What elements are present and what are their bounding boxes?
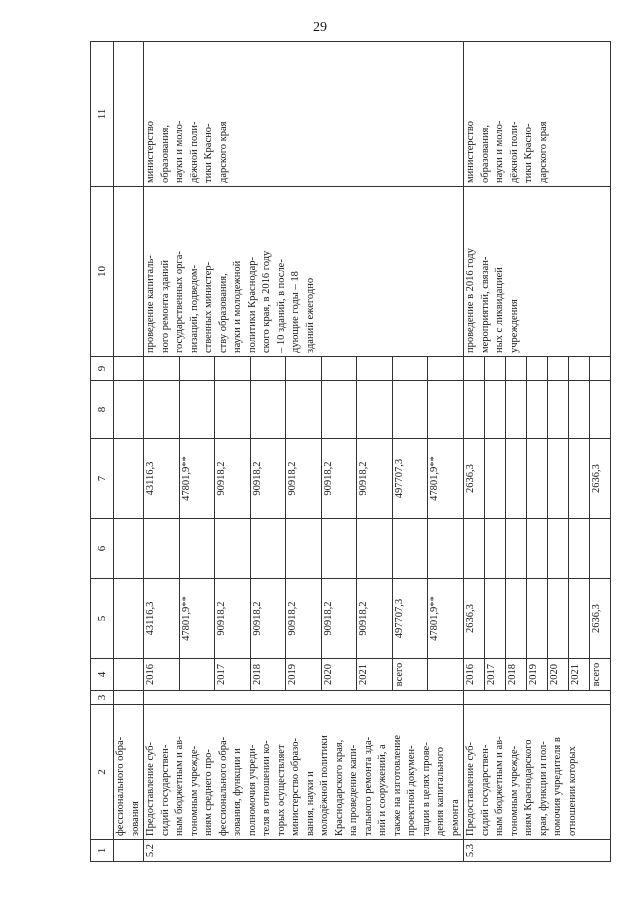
regional-funding-cell: 47801,9** bbox=[428, 439, 464, 519]
regional-funding-cell: 90918,2 bbox=[215, 439, 251, 519]
year-cell: 2021 bbox=[569, 659, 590, 691]
empty-cell bbox=[506, 357, 527, 381]
total-funding-cell: 2636,3 bbox=[464, 579, 485, 659]
empty-cell bbox=[392, 381, 428, 439]
empty-cell bbox=[464, 519, 485, 579]
regional-funding-cell bbox=[569, 439, 590, 519]
header-cell: 2 bbox=[91, 705, 114, 840]
regional-funding-cell: 47801,9** bbox=[179, 439, 215, 519]
year-cell: всего bbox=[590, 659, 611, 691]
empty-cell bbox=[357, 357, 393, 381]
executor: министерство образования, науки и моло- дёжной поли- тики Красно- дарского края bbox=[144, 42, 464, 187]
empty-cell bbox=[392, 519, 428, 579]
header-cell: 11 bbox=[91, 42, 114, 187]
header-cell: 6 bbox=[91, 519, 114, 579]
year-cell: 2017 bbox=[215, 659, 251, 691]
year-cell: 2016 bbox=[464, 659, 485, 691]
rotated-table-sheet bbox=[90, 42, 614, 862]
row-description: Предоставление суб- сидий государствен- ным бюджетным и ав- тономным учрежде- ниям среднего про- фессионального обра- зования, функции и полномочия учреди- теля в отношении ко- торых осуществляет министерство образо- вания, науки и молодёжной политики Краснодарского края, на проведение капи- тального ремонта зда- ний и сооружений, а также на изготовление проектной докумен- тации в целях прове- дения капитального ремонта bbox=[144, 705, 464, 840]
total-funding-cell: 47801,9** bbox=[428, 579, 464, 659]
empty-cell bbox=[569, 357, 590, 381]
regional-funding-cell: 90918,2 bbox=[286, 439, 322, 519]
empty-cell bbox=[428, 519, 464, 579]
empty-cell bbox=[527, 357, 548, 381]
table-row bbox=[144, 42, 180, 862]
page-number: 29 bbox=[313, 20, 327, 35]
program-table bbox=[90, 41, 611, 862]
header-row bbox=[91, 42, 114, 862]
empty-cell bbox=[144, 381, 180, 439]
empty-cell bbox=[464, 691, 611, 705]
header-cell: 7 bbox=[91, 439, 114, 519]
total-funding-cell bbox=[569, 579, 590, 659]
empty-cell bbox=[428, 381, 464, 439]
empty-cell bbox=[548, 381, 569, 439]
regional-funding-cell: 2636,3 bbox=[464, 439, 485, 519]
regional-funding-cell: 90918,2 bbox=[250, 439, 286, 519]
empty-cell bbox=[144, 519, 180, 579]
year-cell: всего bbox=[392, 659, 428, 691]
total-funding-cell bbox=[485, 579, 506, 659]
expected-result: проведение капиталь- ного ремонта зданий государственных орга- низаций, подведом- ственных министер- ству образования, науки и молодежной политики Краснодар- ского края, в 2016 году – 10 зданий, в после- дующие годы – 18 зданий ежегодно bbox=[144, 187, 464, 357]
regional-funding-cell: 90918,2 bbox=[357, 439, 393, 519]
empty-cell bbox=[215, 381, 251, 439]
continuation-text: фессионального обра- зования bbox=[114, 705, 144, 840]
total-funding-cell bbox=[527, 579, 548, 659]
empty-cell bbox=[464, 357, 485, 381]
header-cell: 9 bbox=[91, 357, 114, 381]
empty-cell bbox=[590, 357, 611, 381]
year-cell: 2017 bbox=[485, 659, 506, 691]
regional-funding-cell: 2636,3 bbox=[590, 439, 611, 519]
regional-funding-cell bbox=[527, 439, 548, 519]
regional-funding-cell: 43116,3 bbox=[144, 439, 180, 519]
empty-cell bbox=[250, 357, 286, 381]
empty-cell bbox=[321, 519, 357, 579]
header-cell: 10 bbox=[91, 187, 114, 357]
regional-funding-cell bbox=[485, 439, 506, 519]
empty-cell bbox=[548, 519, 569, 579]
total-funding-cell: 90918,2 bbox=[215, 579, 251, 659]
year-cell: 2021 bbox=[357, 659, 393, 691]
regional-funding-cell bbox=[548, 439, 569, 519]
year-cell: 2016 bbox=[144, 659, 180, 691]
empty-cell bbox=[286, 357, 322, 381]
year-cell: 2020 bbox=[321, 659, 357, 691]
empty-cell bbox=[485, 519, 506, 579]
total-funding-cell: 90918,2 bbox=[250, 579, 286, 659]
empty-cell bbox=[527, 381, 548, 439]
header-cell: 3 bbox=[91, 691, 114, 705]
regional-funding-cell: 90918,2 bbox=[321, 439, 357, 519]
empty-cell bbox=[286, 519, 322, 579]
empty-cell bbox=[569, 519, 590, 579]
year-cell bbox=[179, 659, 215, 691]
empty-cell bbox=[548, 357, 569, 381]
empty-cell bbox=[428, 357, 464, 381]
row-number: 5.3 bbox=[464, 840, 611, 862]
regional-funding-cell: 497707,3 bbox=[392, 439, 428, 519]
empty-cell bbox=[215, 357, 251, 381]
year-cell: 2019 bbox=[527, 659, 548, 691]
empty-cell bbox=[357, 519, 393, 579]
regional-funding-cell bbox=[506, 439, 527, 519]
empty-cell bbox=[357, 381, 393, 439]
total-funding-cell bbox=[506, 579, 527, 659]
empty-cell bbox=[569, 381, 590, 439]
total-funding-cell: 90918,2 bbox=[357, 579, 393, 659]
empty-cell bbox=[215, 519, 251, 579]
continuation-row bbox=[114, 42, 144, 862]
empty-cell bbox=[590, 519, 611, 579]
year-cell: 2018 bbox=[250, 659, 286, 691]
table-row bbox=[464, 42, 485, 862]
empty-cell bbox=[179, 357, 215, 381]
executor: министерство образования, науки и моло- дёжной поли- тики Красно- дарского края bbox=[464, 42, 611, 187]
header-cell: 4 bbox=[91, 659, 114, 691]
empty-cell bbox=[144, 691, 464, 705]
total-funding-cell: 497707,3 bbox=[392, 579, 428, 659]
total-funding-cell: 43116,3 bbox=[144, 579, 180, 659]
year-cell: 2018 bbox=[506, 659, 527, 691]
empty-cell bbox=[179, 519, 215, 579]
total-funding-cell: 90918,2 bbox=[286, 579, 322, 659]
total-funding-cell bbox=[548, 579, 569, 659]
row-number: 5.2 bbox=[144, 840, 464, 862]
empty-cell bbox=[321, 381, 357, 439]
empty-cell bbox=[485, 381, 506, 439]
empty-cell bbox=[250, 381, 286, 439]
empty-cell bbox=[464, 381, 485, 439]
empty-cell bbox=[506, 519, 527, 579]
year-cell bbox=[428, 659, 464, 691]
empty-cell bbox=[506, 381, 527, 439]
empty-cell bbox=[590, 381, 611, 439]
year-cell: 2019 bbox=[286, 659, 322, 691]
empty-cell bbox=[392, 357, 428, 381]
header-cell: 1 bbox=[91, 840, 114, 862]
empty-cell bbox=[527, 519, 548, 579]
empty-cell bbox=[179, 381, 215, 439]
empty-cell bbox=[286, 381, 322, 439]
total-funding-cell: 47801,9** bbox=[179, 579, 215, 659]
row-description: Предоставление суб- сидий государствен- ным бюджетным и ав- тономным учрежде- ниям Краснодарского края, функции и пол- номочия учредителя в отношении которых bbox=[464, 705, 611, 840]
total-funding-cell: 2636,3 bbox=[590, 579, 611, 659]
empty-cell bbox=[485, 357, 506, 381]
header-cell: 5 bbox=[91, 579, 114, 659]
header-cell: 8 bbox=[91, 381, 114, 439]
year-cell: 2020 bbox=[548, 659, 569, 691]
empty-cell bbox=[144, 357, 180, 381]
empty-cell bbox=[250, 519, 286, 579]
total-funding-cell: 90918,2 bbox=[321, 579, 357, 659]
expected-result: проведение в 2016 году мероприятий, связан- ных с ликвидацией учреждения bbox=[464, 187, 611, 357]
empty-cell bbox=[321, 357, 357, 381]
